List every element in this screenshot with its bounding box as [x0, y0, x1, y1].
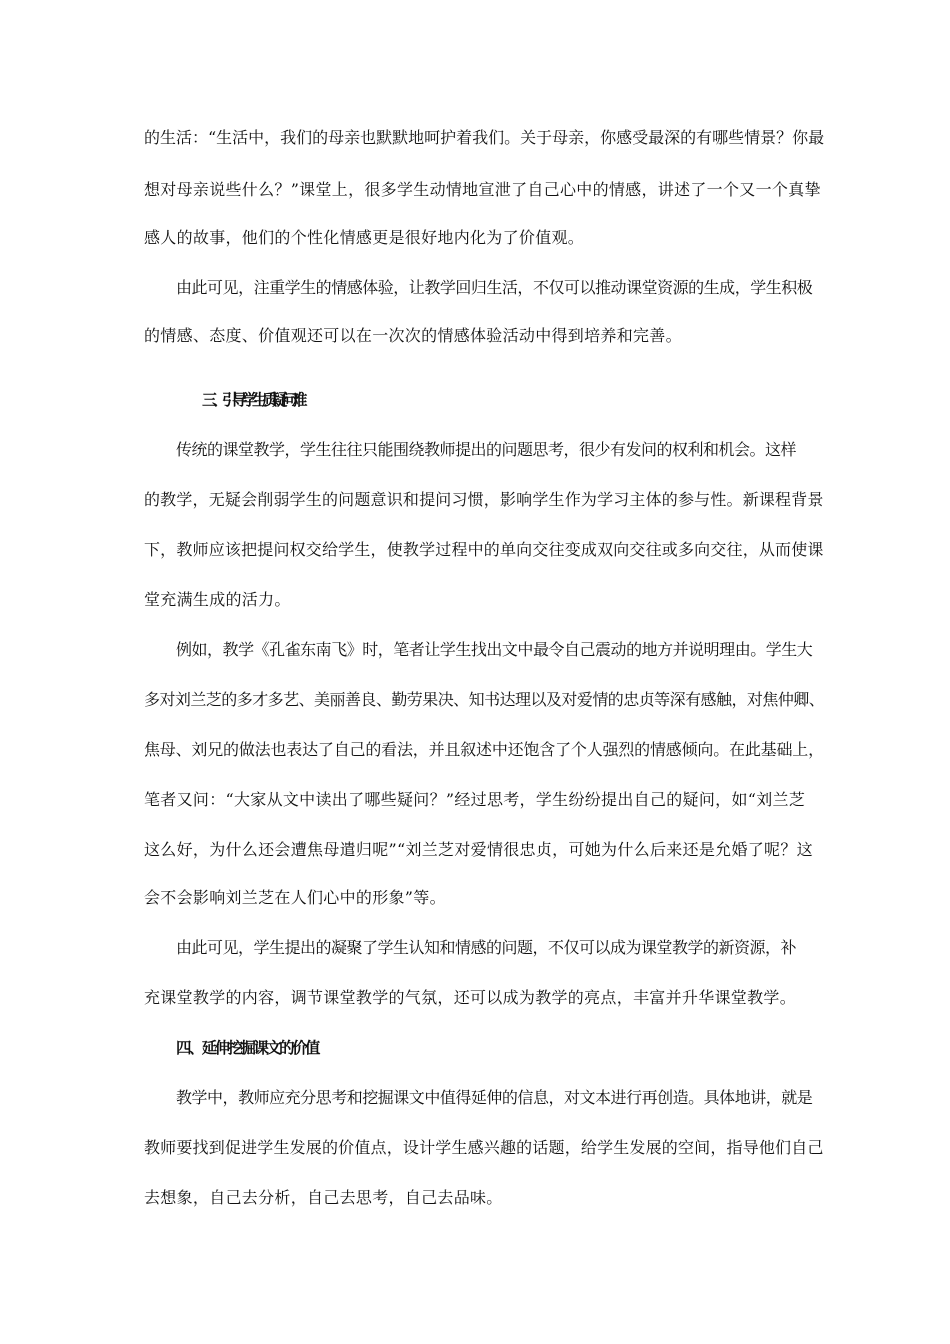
- paragraph-3-line-4: 堂充满生成的活力。: [144, 590, 291, 609]
- paragraph-4-line-4: 笔者又问：“大家从文中读出了哪些疑问？”经过思考，学生纷纷提出自己的疑问，如“刘兰芝: [144, 790, 806, 809]
- section-heading-3: 三、引导学生质疑问难: [202, 391, 303, 409]
- paragraph-1-line-1: 的生活：“生活中，我们的母亲也默默地呵护着我们。关于母亲，你感受最深的有哪些情景？你最: [144, 128, 825, 147]
- paragraph-1-line-3: 感人的故事，他们的个性化情感更是很好地内化为了价值观。: [144, 228, 585, 247]
- paragraph-6-line-2: 教师要找到促进学生发展的价值点，设计学生感兴趣的话题，给学生发展的空间，指导他们自己: [144, 1138, 824, 1157]
- paragraph-4-line-3: 焦母、刘兄的做法也表达了自己的看法，并且叙述中还饱含了个人强烈的情感倾向。在此基础上，: [144, 740, 824, 759]
- paragraph-6-line-1: 教学中，教师应充分思考和挖掘课文中值得延伸的信息，对文本进行再创造。具体地讲，就是: [176, 1088, 813, 1107]
- paragraph-3-line-2: 的教学，无疑会削弱学生的问题意识和提问习惯，影响学生作为学习主体的参与性。新课程背景: [144, 490, 824, 509]
- paragraph-3-line-3: 下，教师应该把提问权交给学生，使教学过程中的单向交往变成双向交往或多向交往，从而使课: [144, 540, 824, 559]
- paragraph-2-line-1: 由此可见，注重学生的情感体验，让教学回归生活，不仅可以推动课堂资源的生成，学生积极: [176, 278, 813, 297]
- paragraph-4-line-5: 这么好，为什么还会遭焦母遣归呢”“刘兰芝对爱情很忠贞，可她为什么后来还是允婚了呢？这: [144, 840, 813, 859]
- paragraph-4-line-1: 例如，教学《孔雀东南飞》时，笔者让学生找出文中最令自己震动的地方并说明理由。学生大: [176, 640, 813, 659]
- paragraph-6-line-3: 去想象，自己去分析，自己去思考，自己去品味。: [144, 1188, 503, 1207]
- paragraph-5-line-2: 充课堂教学的内容，调节课堂教学的气氛，还可以成为教学的亮点，丰富并升华课堂教学。: [144, 988, 797, 1007]
- paragraph-4-line-2: 多对刘兰芝的多才多艺、美丽善良、勤劳果决、知书达理以及对爱情的忠贞等深有感触，对焦仲卿、: [144, 690, 825, 709]
- paragraph-4-line-6: 会不会影响刘兰芝在人们心中的形象”等。: [144, 888, 446, 907]
- section-heading-4: 四、延伸挖掘课文的价值: [176, 1039, 318, 1057]
- paragraph-3-line-1: 传统的课堂教学，学生往往只能围绕教师提出的问题思考，很少有发问的权利和机会。这样: [176, 440, 797, 459]
- paragraph-5-line-1: 由此可见，学生提出的凝聚了学生认知和情感的问题，不仅可以成为课堂教学的新资源，补: [176, 938, 797, 957]
- paragraph-1-line-2: 想对母亲说些什么？”课堂上，很多学生动情地宣泄了自己心中的情感，讲述了一个又一个真挚: [144, 180, 821, 199]
- paragraph-2-line-2: 的情感、态度、价值观还可以在一次次的情感体验活动中得到培养和完善。: [144, 326, 682, 345]
